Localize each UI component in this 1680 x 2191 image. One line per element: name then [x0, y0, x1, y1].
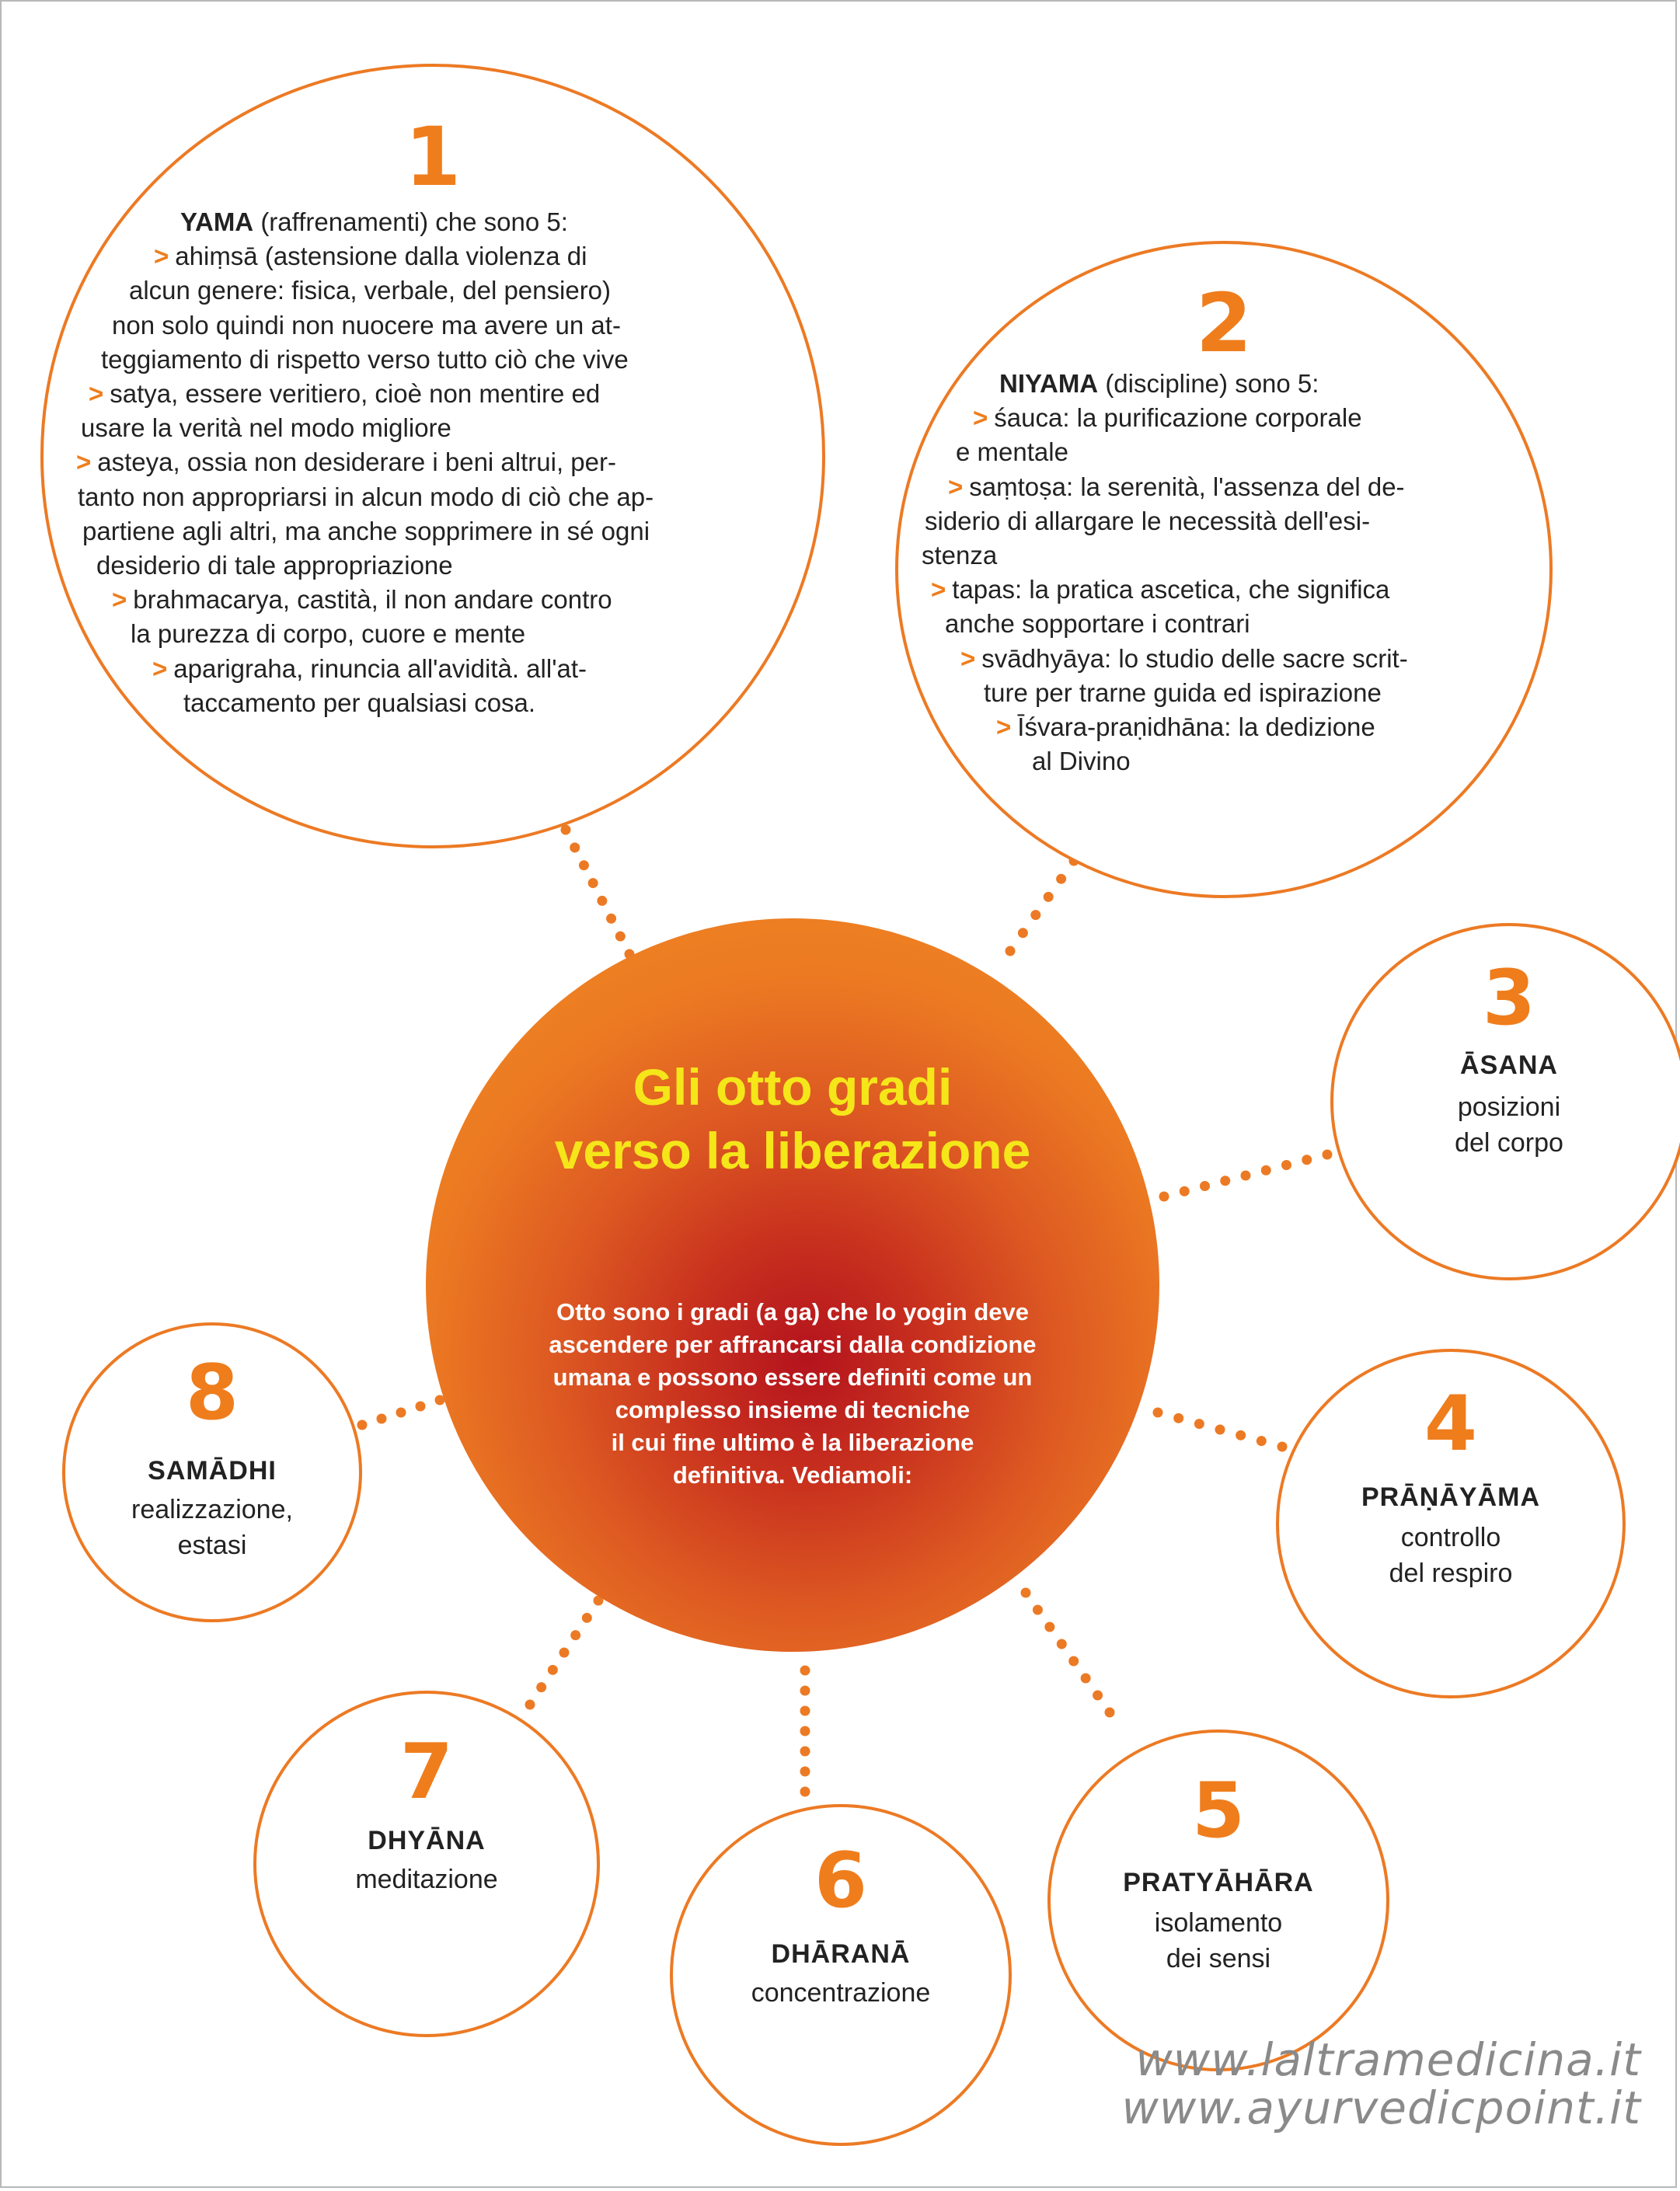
step-2-line: > Īśvara-praṇidhāna: la dedizione	[996, 712, 1375, 742]
chevron-right-icon: >	[931, 575, 946, 604]
connector-dot-3	[1281, 1160, 1291, 1170]
step-1-line: non solo quindi non nuocere ma avere un at-	[112, 310, 621, 340]
step-2-name: NIYAMA	[999, 369, 1099, 398]
step-2-text	[898, 367, 1549, 779]
step-6-desc: concentrazione	[751, 1978, 931, 2008]
connector-dot-2	[1044, 892, 1054, 902]
chevron-right-icon: >	[76, 448, 92, 477]
connector-dot-3	[1180, 1186, 1190, 1197]
url-laltramedicina: www.laltramedicina.it	[1135, 2033, 1641, 2086]
step-6-name: DHĀRANĀ	[771, 1939, 911, 1969]
connector-dot-7	[536, 1682, 546, 1692]
connector-dot-5	[1105, 1708, 1115, 1718]
step-2-line: > svādhyāya: lo studio delle sacre scrit-	[960, 643, 1408, 673]
connector-dot-7	[570, 1630, 580, 1640]
step-8-circle	[62, 1322, 362, 1622]
connector-dot-3	[1302, 1155, 1312, 1165]
step-5-desc: isolamento dei sensi	[1154, 1908, 1283, 1973]
connector-dot-6	[800, 1666, 810, 1676]
center-description: Otto sono i gradi (a ga) che lo yogin deve ascendere per affrancarsi dalla condizione umana e possono essere definiti come un complesso insieme di tecniche il cui fine ultimo è la liberazione definitiva. Vediamoli:	[549, 1298, 1037, 1489]
step-2-line: > tapas: la pratica ascetica, che significa	[931, 575, 1390, 604]
connector-dot-5	[1021, 1588, 1031, 1598]
step-1-line: usare la verità nel modo migliore	[81, 413, 451, 443]
connector-dot-8	[377, 1414, 387, 1424]
center-circle	[426, 918, 1159, 1652]
step-1-line: > brahmacarya, castità, il non andare contro	[112, 585, 612, 615]
connector-dot-4	[1236, 1430, 1246, 1440]
connector-dot-5	[1033, 1605, 1043, 1615]
step-7-number: 7	[399, 1728, 454, 1817]
step-6-circle	[670, 1804, 1012, 2146]
step-1-line: > ahiṃsā (astensione dalla violenza di	[154, 242, 587, 271]
step-4-circle	[1276, 1349, 1626, 1698]
step-1-line: > satya, essere veritiero, cioè non mentire ed	[89, 379, 601, 409]
connector-dot-1	[597, 896, 607, 906]
connector-dot-6	[800, 1787, 810, 1797]
connector-dot-6	[800, 1686, 810, 1696]
step-1-line: teggiamento di rispetto verso tutto ciò che vive	[101, 344, 629, 374]
connector-dot-7	[548, 1665, 558, 1675]
connector-dot-8	[416, 1402, 426, 1412]
step-2-line: anche sopportare i contrari	[945, 609, 1250, 639]
connector-dot-3	[1200, 1181, 1210, 1191]
connector-dot-1	[579, 860, 589, 870]
step-1-circle	[40, 64, 825, 848]
connector-dot-1	[570, 842, 580, 852]
step-2-line: ture per trarne guida ed ispirazione	[984, 678, 1382, 707]
step-5-number: 5	[1191, 1767, 1246, 1855]
step-3-number: 3	[1482, 954, 1536, 1043]
chevron-right-icon: >	[152, 653, 168, 683]
step-1-name: YAMA	[180, 207, 254, 236]
connector-dot-4	[1153, 1408, 1163, 1418]
step-5-circle	[1047, 1729, 1389, 2071]
step-2-heading	[898, 367, 1549, 401]
website-urls	[1121, 2033, 1641, 2134]
step-3-name: ĀSANA	[1460, 1050, 1558, 1080]
step-2-line: e mentale	[956, 437, 1068, 467]
step-1-line: partiene agli altri, ma anche sopprimere in sé ogni	[82, 516, 650, 545]
connector-dot-5	[1081, 1674, 1091, 1684]
step-8-name: SAMĀDHI	[148, 1456, 277, 1486]
connector-dot-1	[615, 932, 626, 942]
connector-dot-2	[1030, 910, 1040, 920]
step-1-line: alcun genere: fisica, verbale, del pensiero)	[129, 276, 612, 305]
connector-dot-3	[1241, 1171, 1251, 1181]
connector-dot-6	[800, 1767, 810, 1777]
connector-dot-2	[1018, 928, 1028, 938]
step-1-number: 1	[404, 110, 462, 204]
step-1-heading	[44, 205, 822, 239]
chevron-right-icon: >	[948, 472, 964, 501]
step-7-name: DHYĀNA	[368, 1826, 486, 1855]
connector-dot-5	[1057, 1639, 1067, 1649]
url-ayurvedicpoint: www.ayurvedicpoint.it	[1121, 2081, 1641, 2134]
step-2-line: siderio di allargare le necessità dell'esi-	[925, 506, 1371, 535]
connector-dot-2	[1056, 874, 1066, 884]
connector-dot-6	[800, 1706, 810, 1716]
connector-dot-2	[1006, 946, 1016, 956]
step-1-line: tanto non appropriarsi in alcun modo di ciò che ap-	[78, 482, 654, 511]
step-2-line: stenza	[922, 541, 998, 570]
step-7-desc: meditazione	[355, 1865, 498, 1894]
step-2-line: > śauca: la purificazione corporale	[973, 403, 1362, 433]
step-1-intro: (raffrenamenti) che sono 5:	[260, 207, 568, 236]
chevron-right-icon: >	[112, 585, 127, 615]
connector-dot-3	[1159, 1192, 1169, 1202]
step-4-number: 4	[1424, 1380, 1478, 1468]
connector-dot-6	[800, 1726, 810, 1736]
connector-dot-4	[1173, 1413, 1183, 1423]
step-7-circle	[253, 1691, 600, 2037]
step-2-line: al Divino	[1032, 747, 1131, 776]
step-1-line: > asteya, ossia non desiderare i beni altrui, per-	[76, 448, 616, 477]
step-8-desc: realizzazione, estasi	[131, 1495, 293, 1560]
step-1-line: desiderio di tale appropriazione	[96, 551, 453, 580]
connector-dot-1	[588, 878, 598, 888]
center-title: Gli otto gradi verso la liberazione	[554, 1058, 1031, 1179]
step-2-number: 2	[1195, 276, 1253, 371]
connector-dot-5	[1068, 1656, 1079, 1667]
connector-dot-6	[800, 1747, 810, 1757]
chevron-right-icon: >	[960, 643, 976, 673]
step-1-line: > aparigraha, rinuncia all'avidità. all'at-	[152, 653, 587, 683]
step-6-number: 6	[814, 1837, 868, 1925]
step-4-desc: controllo del respiro	[1389, 1523, 1513, 1588]
connector-dot-3	[1323, 1150, 1333, 1160]
step-2-line: > saṃtoṣa: la serenità, l'assenza del de-	[948, 472, 1405, 501]
step-2-intro: (discipline) sono 5:	[1105, 369, 1319, 398]
connector-dot-7	[559, 1648, 570, 1658]
connector-dot-3	[1220, 1176, 1230, 1186]
connector-dot-4	[1257, 1436, 1267, 1446]
step-2-circle	[895, 241, 1553, 898]
connector-dot-1	[606, 914, 616, 924]
step-1-line: taccamento per qualsiasi cosa.	[183, 688, 536, 717]
connector-dot-7	[582, 1613, 592, 1623]
step-3-circle	[1330, 923, 1680, 1280]
connector-dot-4	[1215, 1425, 1225, 1435]
step-8-number: 8	[185, 1349, 239, 1437]
connector-dot-4	[1194, 1419, 1204, 1429]
connector-dot-7	[525, 1700, 535, 1710]
chevron-right-icon: >	[154, 242, 169, 271]
step-3-desc: posizioni del corpo	[1455, 1092, 1563, 1158]
step-5-name: PRATYĀHĀRA	[1123, 1868, 1314, 1897]
connector-dot-5	[1044, 1622, 1054, 1632]
step-4-name: PRĀṆĀYĀMA	[1361, 1482, 1540, 1512]
connector-dot-3	[1261, 1165, 1271, 1176]
chevron-right-icon: >	[996, 712, 1012, 742]
connector-dot-8	[396, 1408, 406, 1418]
step-1-line: la purezza di corpo, cuore e mente	[131, 619, 526, 649]
connector-dot-5	[1093, 1691, 1103, 1701]
step-1-text	[44, 205, 822, 720]
chevron-right-icon: >	[973, 403, 988, 433]
chevron-right-icon: >	[89, 379, 104, 409]
